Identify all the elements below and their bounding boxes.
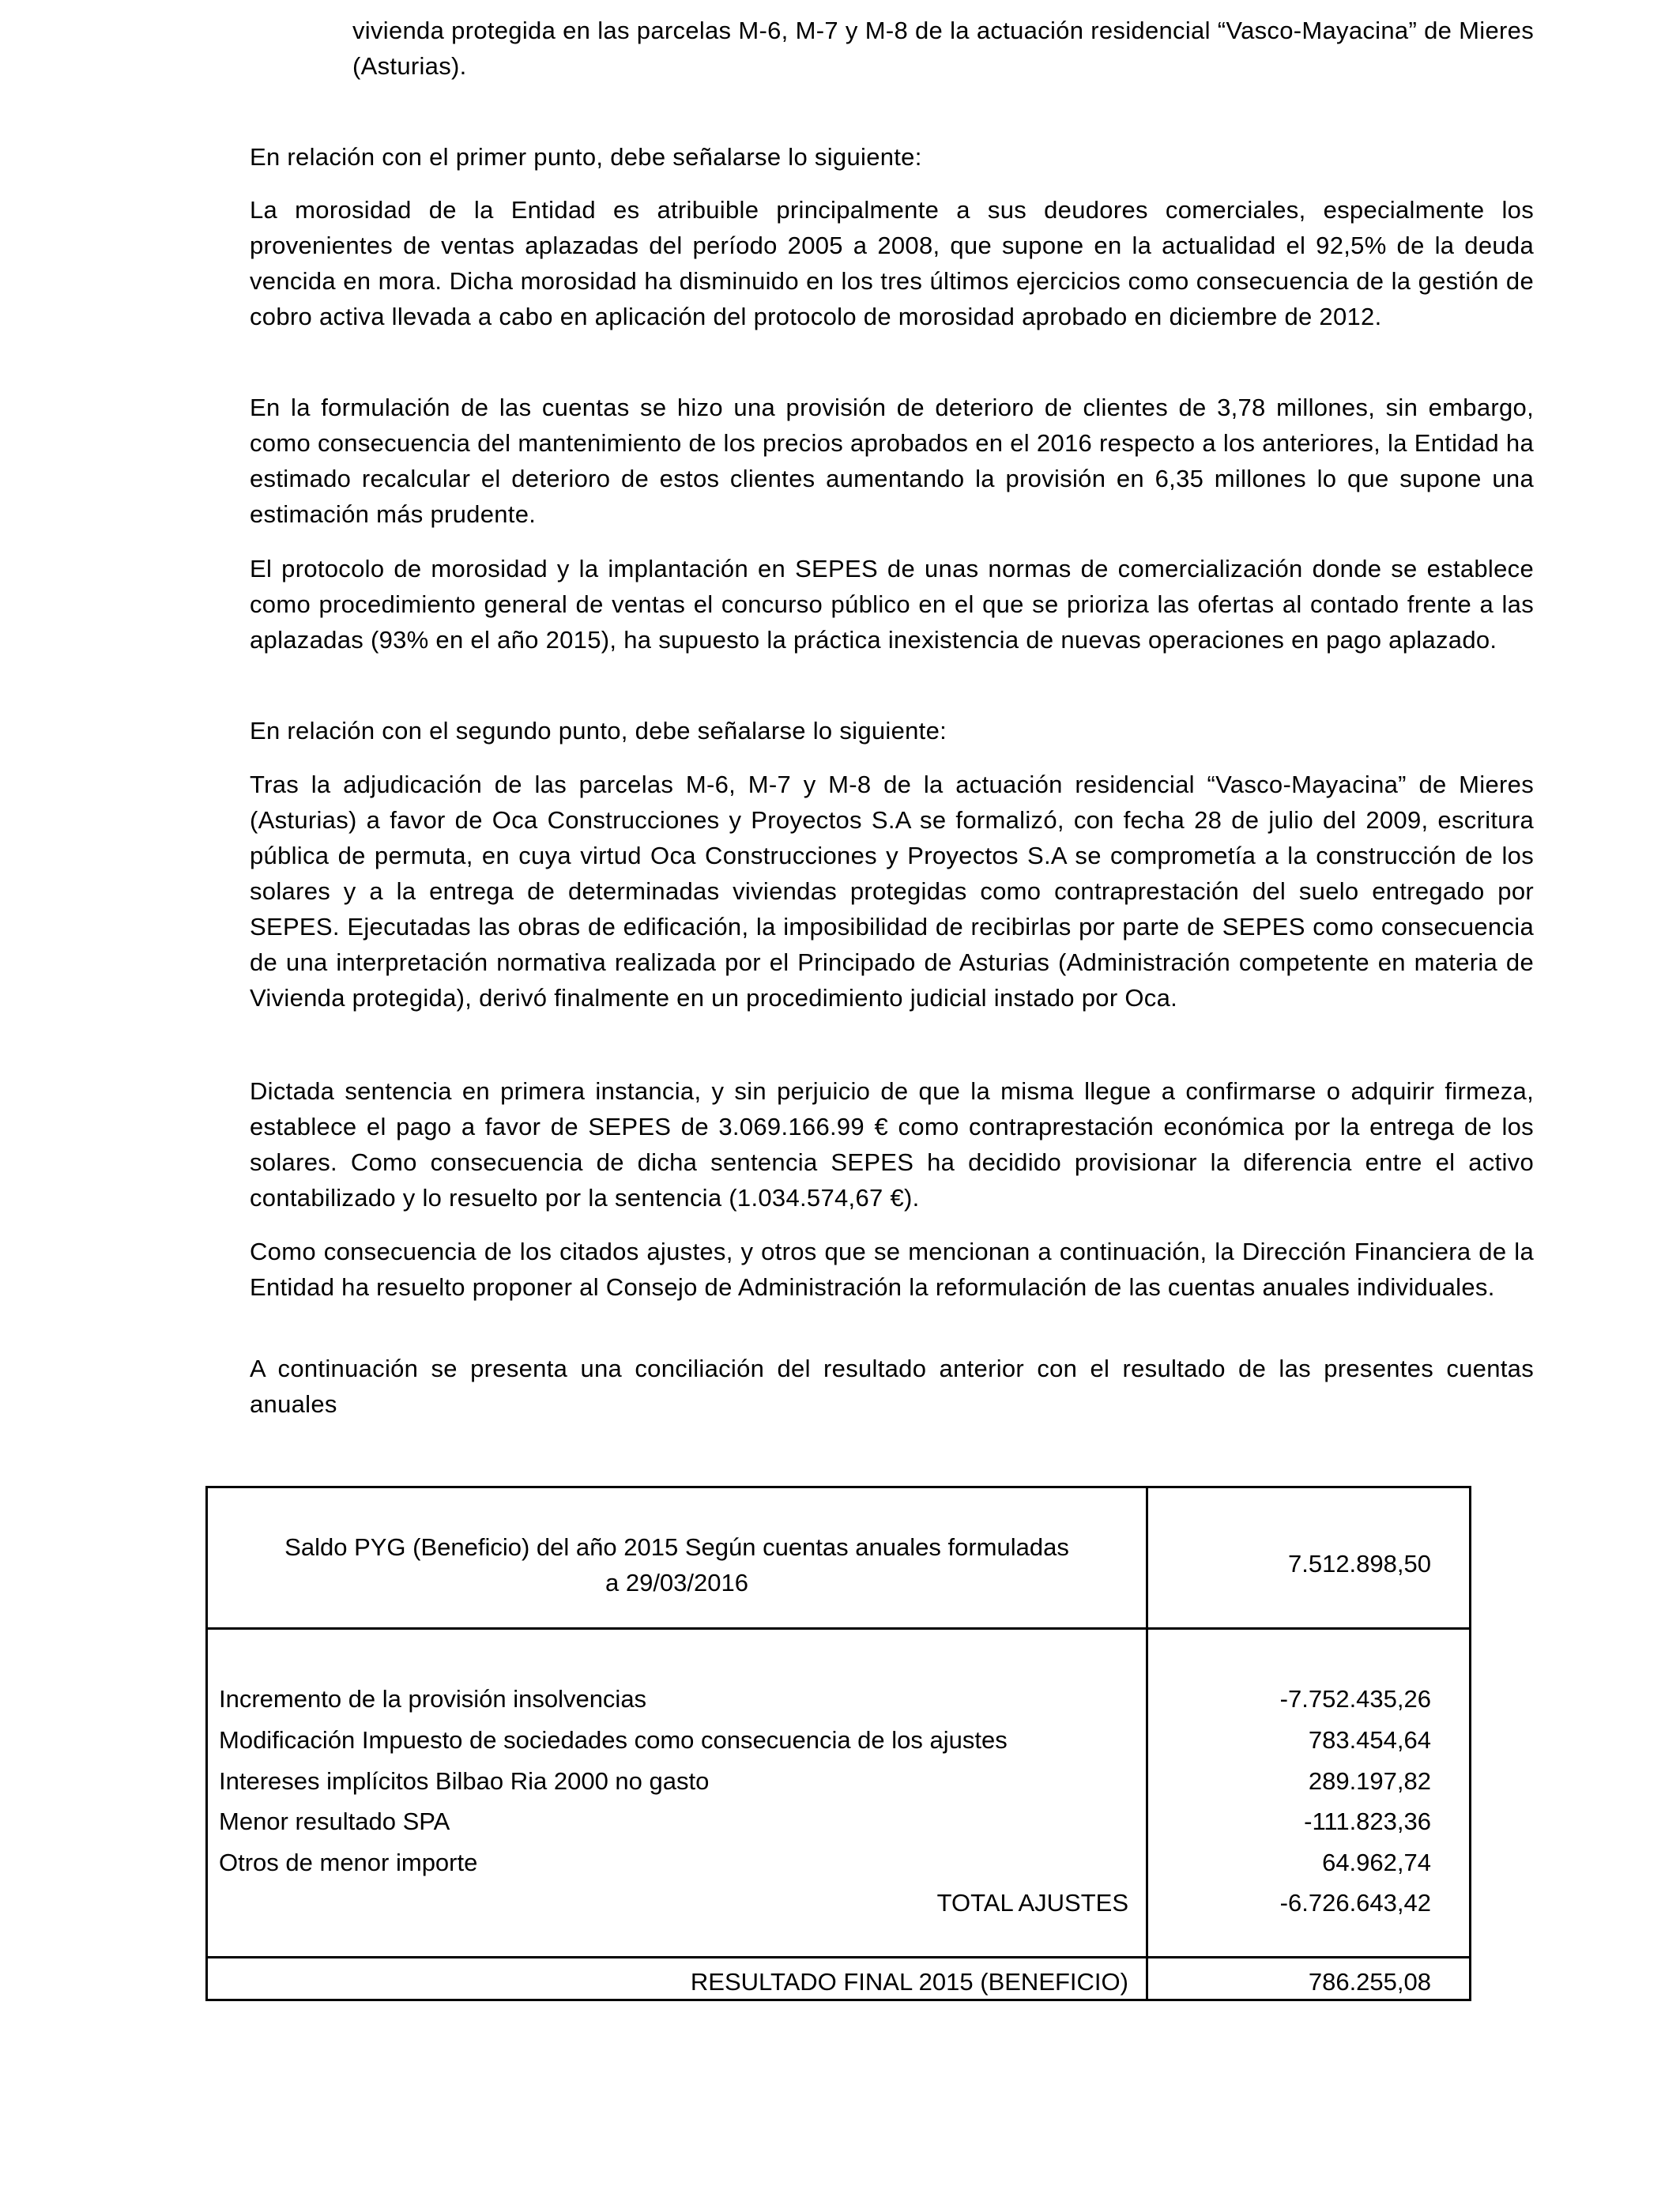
paragraph-provision-deterioro: En la formulación de las cuentas se hizo una provisión de deterioro de clientes de 3,78 millones, sin embargo, como consecuencia del mantenimiento de los precios aprobados en el 2016 respecto a los anteriores, la Entidad ha estimado recalcular el deterioro de estos clientes aumentando la provisión en 6,35 millones lo que supone una estimación más prudente. <box>250 394 1534 528</box>
row-amount: -111.823,36 <box>1304 1808 1431 1835</box>
header-amount: 7.512.898,50 <box>1287 1550 1431 1578</box>
row-label: Otros de menor importe <box>219 1849 478 1876</box>
final-amount: 786.255,08 <box>1308 1968 1431 1996</box>
header-label-line1: Saldo PYG (Beneficio) del año 2015 Según cuentas anuales formuladas <box>284 1533 1069 1561</box>
row-label: Incremento de la provisión insolvencias <box>219 1685 647 1713</box>
row-amount: 783.454,64 <box>1308 1726 1431 1754</box>
table-footer-divider <box>208 1956 1469 1958</box>
paragraph-adjudicacion-parcelas: Tras la adjudicación de las parcelas M-6, M-7 y M-8 de la actuación residencial “Vasco-Mayacina” de Mieres (Asturias) a favor de Oca Construcciones y Proyectos S.A se formalizó, con fecha 28 de julio del 2009, escritura pública de permuta, en cuya virtud Oca Construcciones y Proyectos S.A se comprometía a la construcción de los solares y a la entrega de determinadas viviendas protegidas como contraprestación del suelo entregado por SEPES. Ejecutadas las obras de edificación, la imposibilidad de recibirlas por parte de SEPES como consecuencia de una interpretación normativa realizada por el Principado de Asturias (Administración competente en materia de Vivienda protegida), derivó finalmente en un procedimiento judicial instado por Oca. <box>250 771 1534 1012</box>
paragraph-continuation: vivienda protegida en las parcelas M-6, M-7 y M-8 de la actuación residencial “Vasco-Mayacina” de Mieres (Asturias). <box>352 17 1534 80</box>
paragraph-conciliacion-intro: A continuación se presenta una conciliación del resultado anterior con el resultado de las presentes cuentas anuales <box>250 1355 1534 1418</box>
total-amount: -6.726.643,42 <box>1279 1889 1431 1917</box>
paragraph-morosidad: La morosidad de la Entidad es atribuible principalmente a sus deudores comerciales, especialmente los provenientes de ventas aplazadas del período 2005 a 2008, que supone en la actualidad el 92,5% de la deuda vencida en mora. Dicha morosidad ha disminuido en los tres últimos ejercicios como consecuencia de la gestión de cobro activa llevada a cabo en aplicación del protocolo de morosidad aprobado en diciembre de 2012. <box>250 196 1534 330</box>
paragraph-sentencia: Dictada sentencia en primera instancia, y sin perjuicio de que la misma llegue a confirmarse o adquirir firmeza, establece el pago a favor de SEPES de 3.069.166.99 € como contraprestación económica por la entrega de los solares. Como consecuencia de dicha sentencia SEPES ha decidido provisionar la diferencia entre el activo contabilizado y lo resuelto por la sentencia (1.034.574,67 €). <box>250 1077 1534 1212</box>
header-label-line2: a 29/03/2016 <box>605 1569 748 1596</box>
row-label: Modificación Impuesto de sociedades como consecuencia de los ajustes <box>219 1726 1008 1754</box>
paragraph-first-point-intro: En relación con el primer punto, debe señalarse lo siguiente: <box>250 143 922 171</box>
paragraph-second-point-intro: En relación con el segundo punto, debe señalarse lo siguiente: <box>250 717 947 745</box>
paragraph-ajustes: Como consecuencia de los citados ajustes, y otros que se mencionan a continuación, la Dirección Financiera de la Entidad ha resuelto proponer al Consejo de Administración la reformulación de las cuentas anuales individuales. <box>250 1238 1534 1301</box>
header-label <box>208 1529 1146 1600</box>
row-label: Menor resultado SPA <box>219 1808 450 1835</box>
final-label: RESULTADO FINAL 2015 (BENEFICIO) <box>690 1968 1128 1996</box>
table-header-divider <box>208 1627 1469 1630</box>
total-label: TOTAL AJUSTES <box>936 1889 1128 1917</box>
row-amount: 64.962,74 <box>1322 1849 1431 1876</box>
paragraph-protocolo-morosidad: El protocolo de morosidad y la implantación en SEPES de unas normas de comercialización donde se establece como procedimiento general de ventas el concurso público en el que se prioriza las ofertas al contado frente a las aplazadas (93% en el año 2015), ha supuesto la práctica inexistencia de nuevas operaciones en pago aplazado. <box>250 555 1534 654</box>
row-label: Intereses implícitos Bilbao Ria 2000 no gasto <box>219 1767 710 1795</box>
row-amount: 289.197,82 <box>1308 1767 1431 1795</box>
row-amount: -7.752.435,26 <box>1279 1685 1431 1713</box>
reconciliation-table <box>205 1486 1471 2001</box>
